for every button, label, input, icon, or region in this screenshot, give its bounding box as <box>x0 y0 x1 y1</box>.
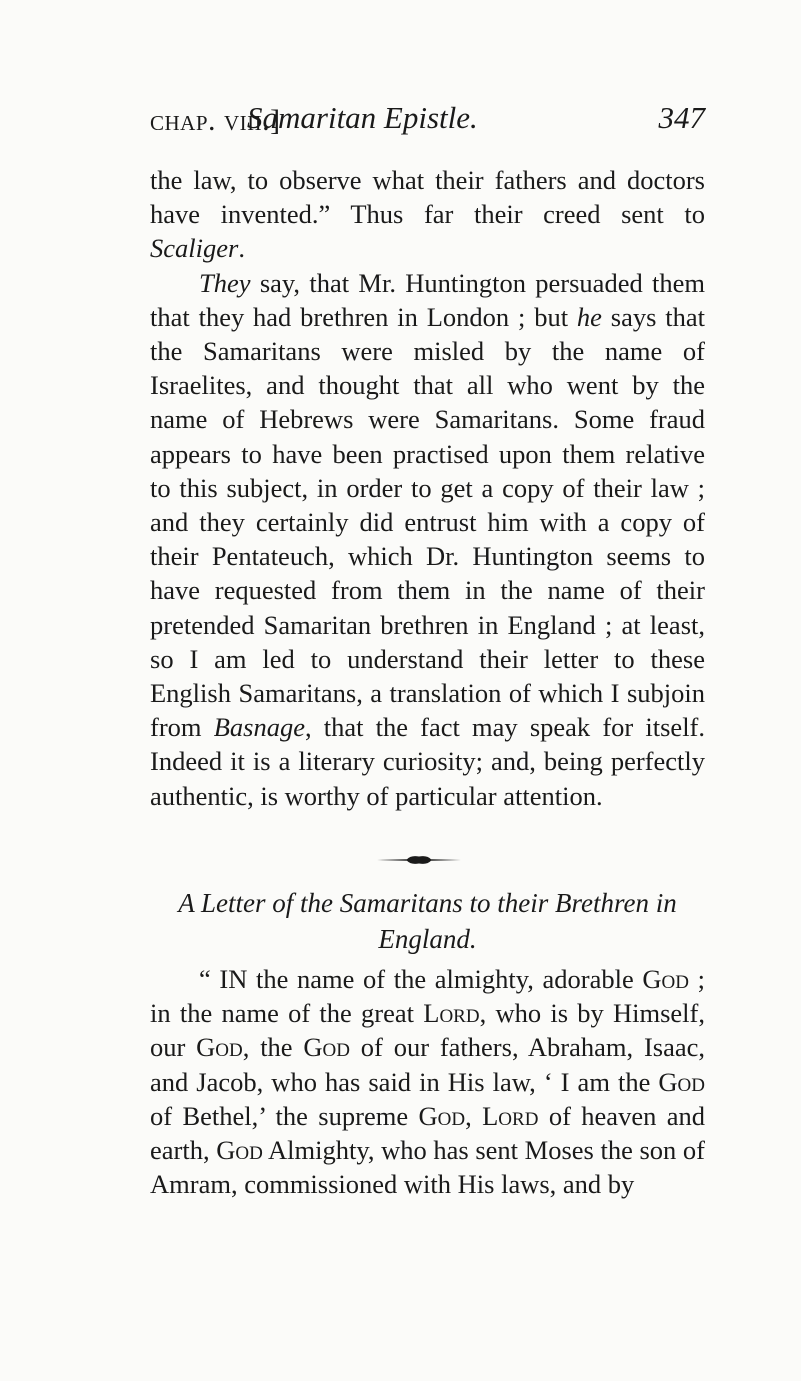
letter-text <box>150 962 705 1201</box>
ornamental-divider <box>377 855 461 865</box>
paragraph-creed: the law, to observe what their fathers and doctors have invented.” Thus far their creed sent to Scaliger. <box>150 165 705 264</box>
running-title: Samaritan Epistle. <box>247 100 478 135</box>
letter-paragraph: “ IN the name of the almighty, adorable God ; in the name of the great Lord, who is by Himself, our God, the God of our fathers, Abraham, Isaac, and Jacob, who has said in His law, ‘ I am the God of Bethel,’ the supreme God, Lord of heaven and earth, God Almighty, who has sent Moses the son of Amram, commissioned with His laws, and by <box>150 964 706 1200</box>
running-header <box>150 100 705 150</box>
chapter-label: chap. viii.] <box>150 104 281 137</box>
main-text <box>150 163 705 813</box>
paragraph-huntington: They say, that Mr. Huntington persuaded them that they had brethren in London ; but he says that the Samaritans were misled by the name of Israelites, and thought that all who went by the name of Hebrews were Samaritans. Some fraud appears to have been practised upon them relative to this subject, in order to get a copy of their law ; and they certainly did entrust him with a copy of their Pentateuch, which Dr. Huntington seems to have requested from them in the name of their pretended Samaritan brethren in England ; at least, so I am led to understand their letter to these English Samaritans, a translation of which I subjoin from Basnage, that the fact may speak for itself. Indeed it is a literary curiosity; and, being perfectly authentic, is worthy of particular attention. <box>150 267 706 811</box>
page-number: 347 <box>658 100 705 135</box>
letter-heading: A Letter of the Samaritans to their Brethren in England. <box>178 888 677 954</box>
